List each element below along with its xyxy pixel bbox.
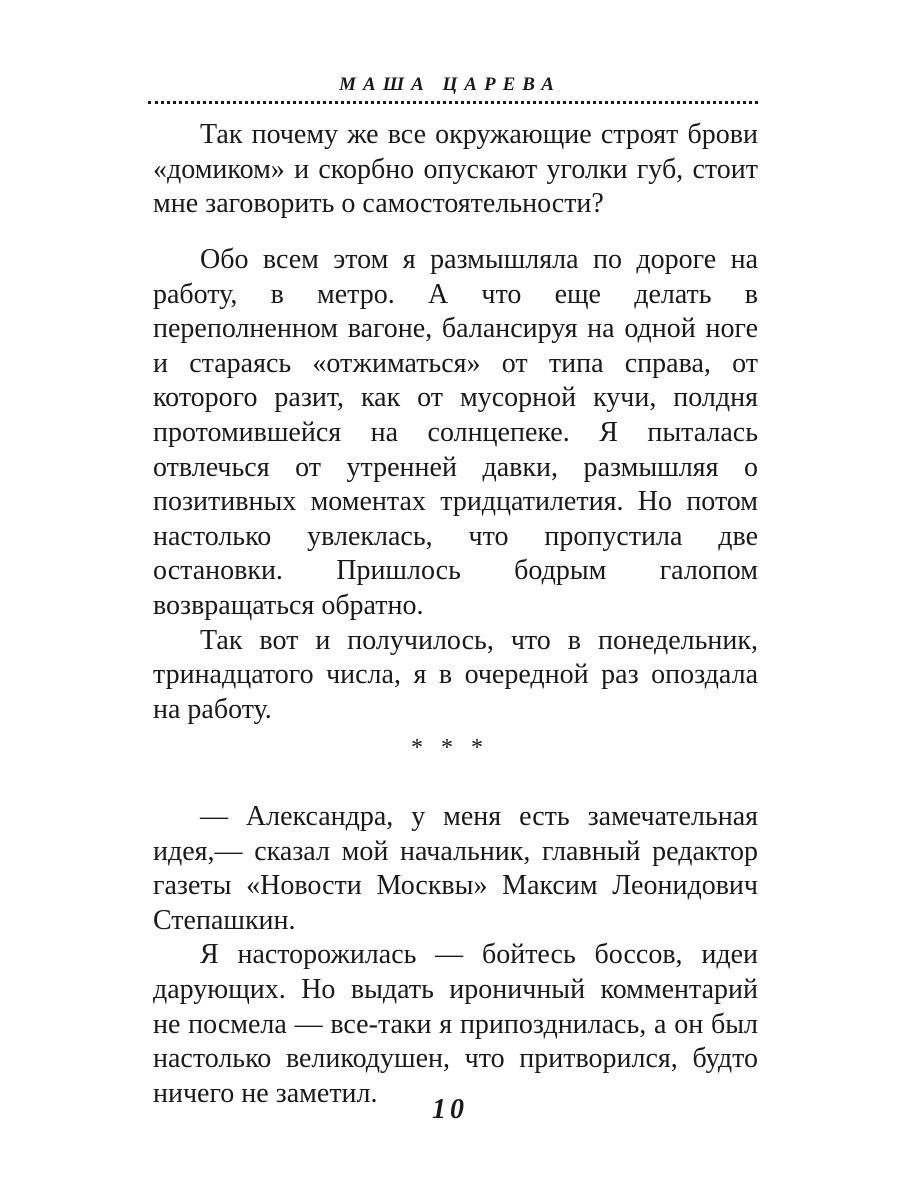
paragraph: — Александра, у меня есть замечательная идея,— сказал мой начальник, главный редактор газеты «Новости Москвы» Максим Леонидович Степашкин. xyxy=(153,801,758,936)
text-block-2 xyxy=(153,243,758,727)
page-number: 10 xyxy=(432,1094,468,1125)
running-header-author: МАША ЦАРЕВА xyxy=(339,74,561,95)
paragraph: Я насторожилась — бойтесь боссов, идеи дарующих. Но выдать ироничный комментарий не посмела — все-таки я припозднилась, а он был настолько великодушен, что притворился, будто ничего не заметил. xyxy=(153,939,758,1109)
scene-break-asterisks: * * * xyxy=(411,735,489,761)
text-block-1 xyxy=(153,118,758,222)
paragraph: Так почему же все окружающие строят брови «домиком» и скорбно опускают уголки губ, стоит мне заговорить о самостоятельности? xyxy=(153,119,758,220)
paragraph: Обо всем этом я размышляла по дороге на работу, в метро. А что еще делать в переполненном вагоне, балансируя на одной ноге и стараясь «отжиматься» от типа справа, от которого разит, как от мусорной кучи, полдня протомившейся на солнцепеке. Я пыталась отвлечься от утренней давки, размышляя о позитивных моментах тридцатилетия. Но потом настолько увлеклась, что пропустила две остановки. Пришлось бодрым галопом возвращаться обратно. xyxy=(153,244,758,621)
text-block-3 xyxy=(153,800,758,1111)
header-dotted-rule xyxy=(148,101,758,104)
paragraph: Так вот и получилось, что в понедельник, тринадцатого числа, я в очередной раз опоздала на работу. xyxy=(153,624,758,725)
